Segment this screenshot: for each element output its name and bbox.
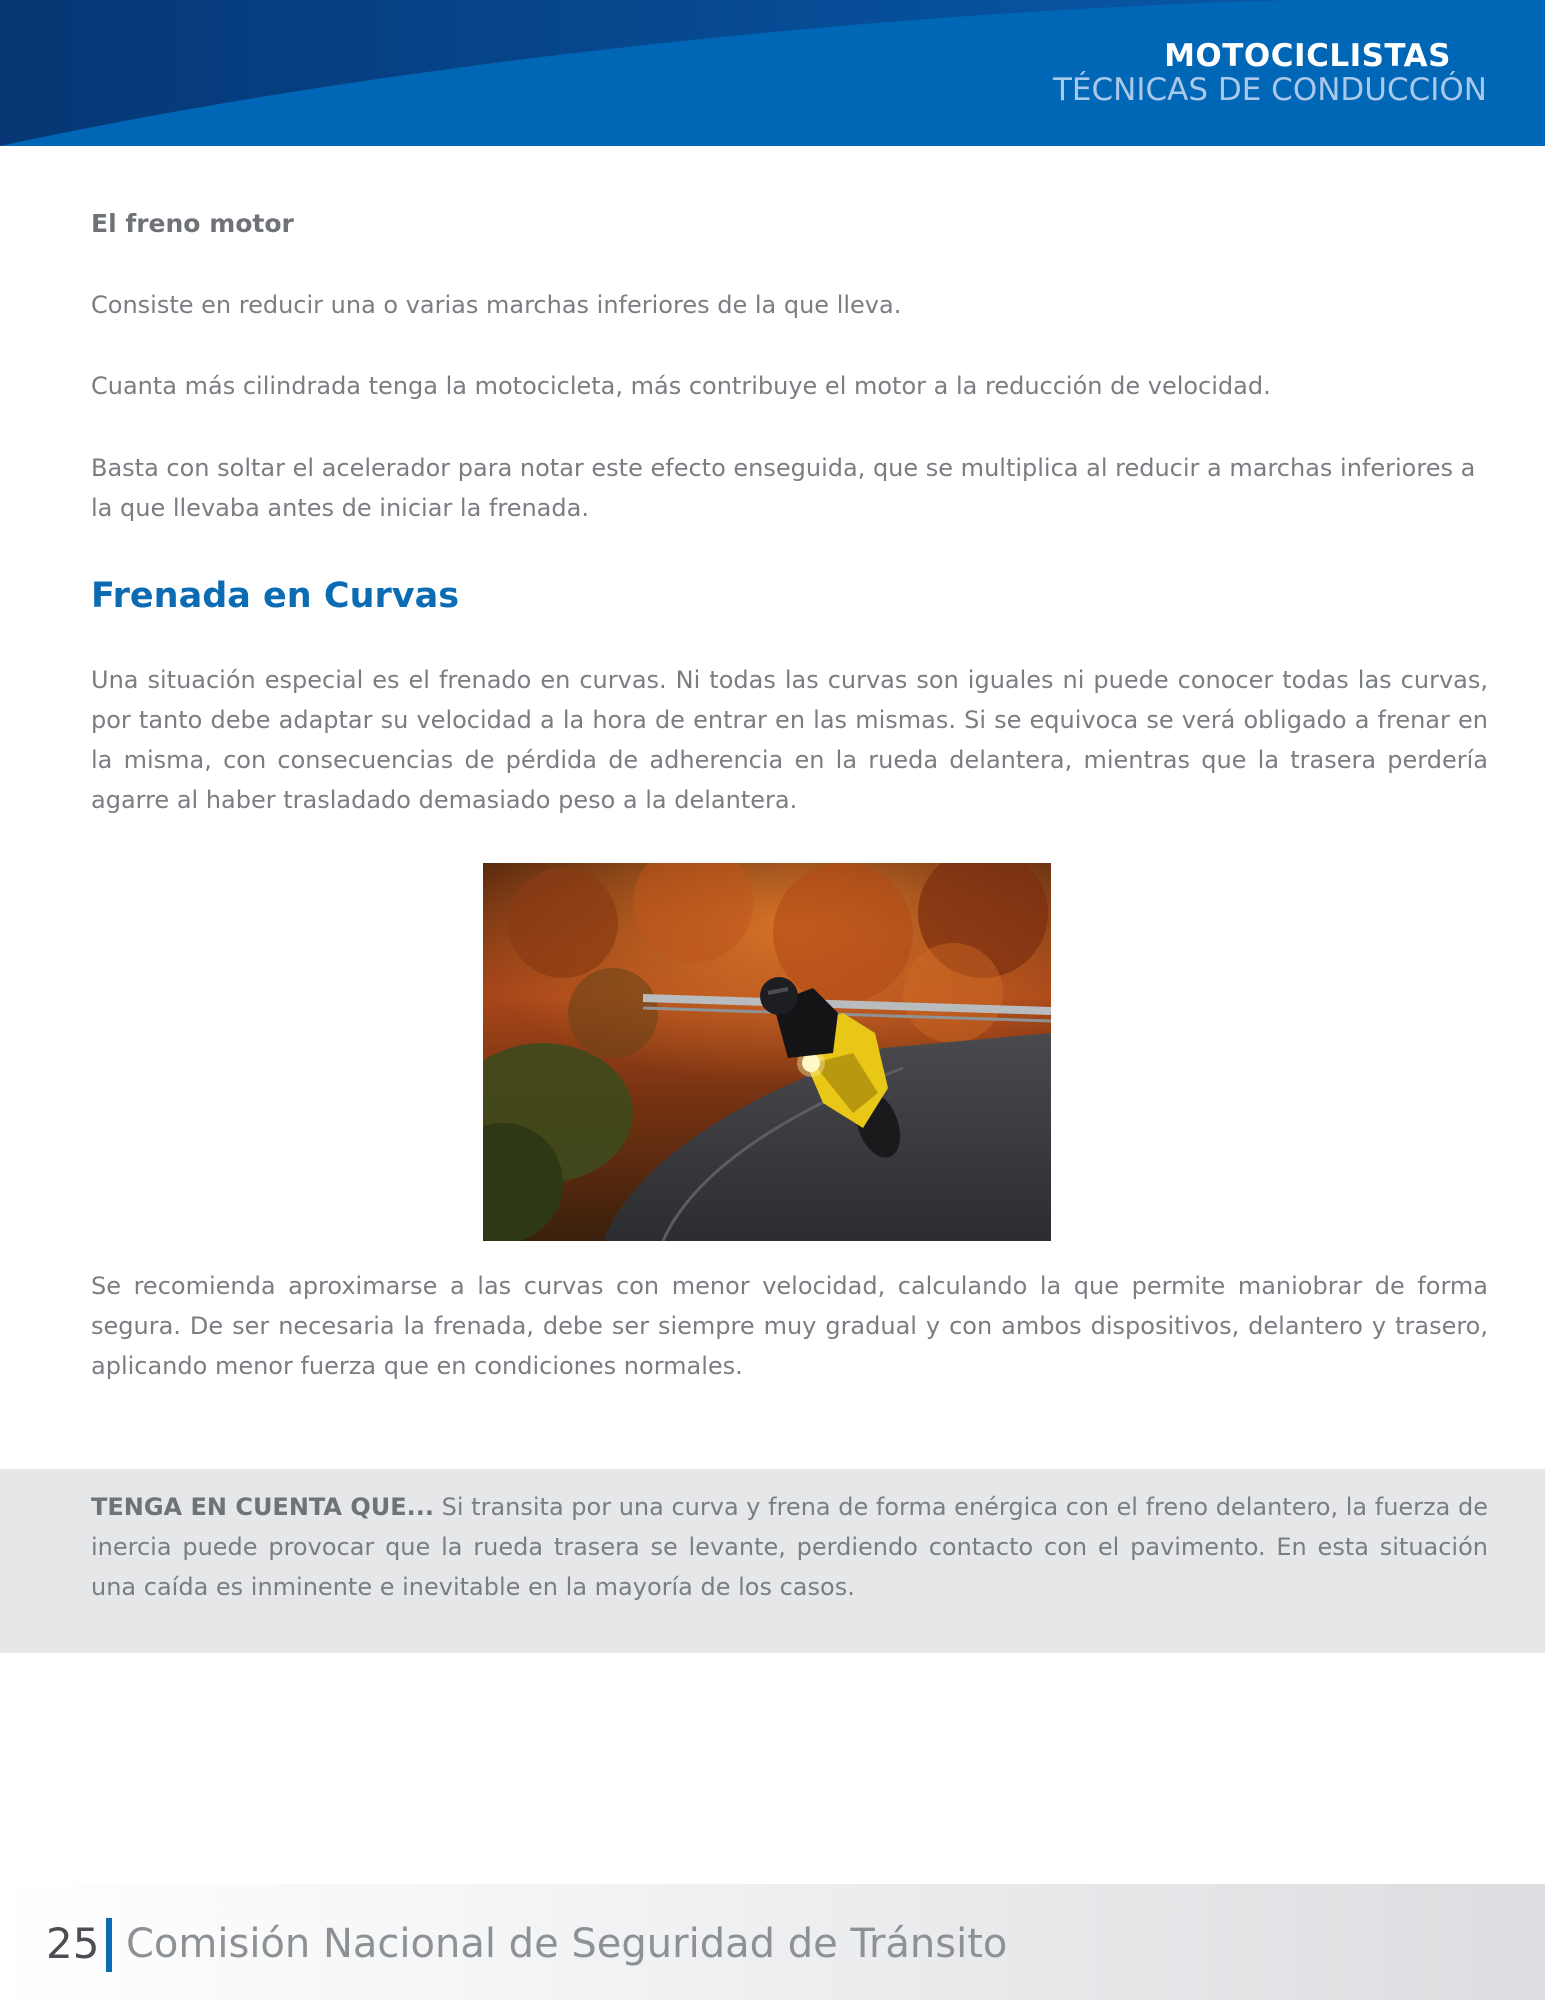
motorcycle-curve-photo <box>483 863 1051 1241</box>
paragraph-engine-brake-definition: Consiste en reducir una o varias marchas inferiores de la que lleva. <box>91 291 902 319</box>
paragraph-engine-displacement: Cuanta más cilindrada tenga la motocicleta, más contribuye el motor a la reducción de velocidad. <box>91 372 1271 400</box>
warning-note-text <box>91 1487 1488 1607</box>
header-title: MOTOCICLISTAS <box>1164 38 1451 74</box>
motorcycle-photo-illustration <box>483 863 1051 1241</box>
page-number: 25 <box>46 1919 100 1968</box>
footer-organization: Comisión Nacional de Seguridad de Tránsito <box>126 1921 1008 1967</box>
footer-divider <box>106 1918 112 1972</box>
warning-note-body: Si transita por una curva y frena de forma enérgica con el freno delantero, la fuerza de inercia puede provocar que la rueda trasera se levante, perdiendo contacto con el pavimento. En esta situación una caída es inminente e inevitable en la mayoría de los casos. <box>91 1493 1488 1601</box>
warning-note-lead: TENGA EN CUENTA QUE... <box>91 1493 434 1521</box>
paragraph-recommendation: Se recomienda aproximarse a las curvas con menor velocidad, calculando la que permite maniobrar de forma segura. De ser necesaria la frenada, debe ser siempre muy gradual y con ambos dispositivos, delantero y trasero, aplicando menor fuerza que en condiciones normales. <box>91 1272 1488 1380</box>
page-footer <box>0 1884 1545 2000</box>
paragraph-release-accelerator: Basta con soltar el acelerador para notar este efecto enseguida, que se multiplica al reducir a marchas inferiores a la que llevaba antes de iniciar la frenada. <box>91 454 1476 522</box>
section-heading: Frenada en Curvas <box>91 576 460 616</box>
page-header <box>0 0 1545 146</box>
header-subtitle: TÉCNICAS DE CONDUCCIÓN <box>1052 72 1487 108</box>
section-label: El freno motor <box>91 209 294 238</box>
warning-note-box <box>0 1469 1545 1653</box>
paragraph-curve-braking: Una situación especial es el frenado en curvas. Ni todas las curvas son iguales ni puede conocer todas las curvas, por tanto debe adaptar su velocidad a la hora de entrar en las mismas. Si se equivoca se verá obligado a frenar en la misma, con consecuencias de pérdida de adherencia en la rueda delantera, mientras que la trasera perdería agarre al haber trasladado demasiado peso a la delantera. <box>91 666 1488 814</box>
